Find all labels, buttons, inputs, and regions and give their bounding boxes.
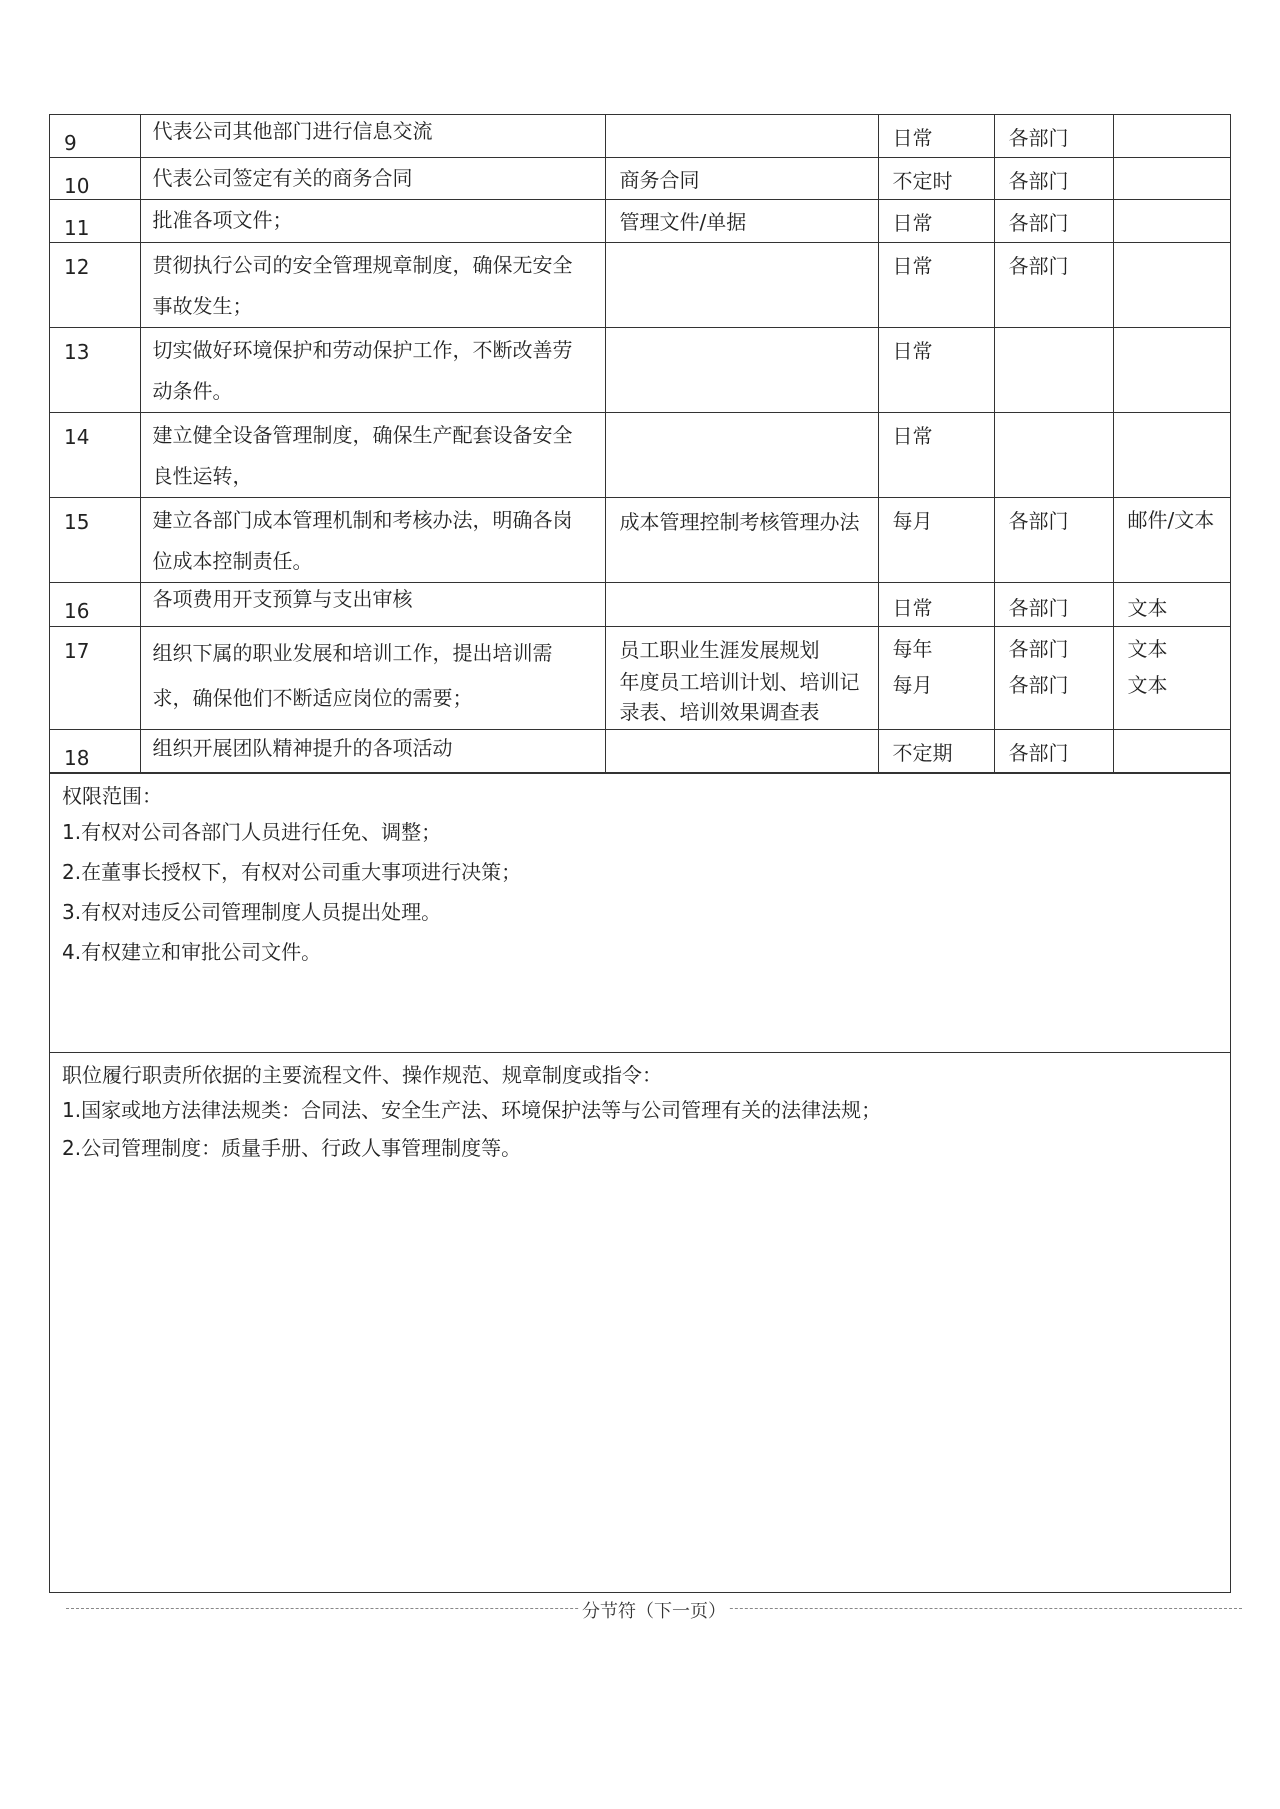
authority-item: 4.有权建立和审批公司文件。 <box>62 939 322 964</box>
document-line: 年度员工培训计划、培训记录表、培训效果调查表 <box>619 669 860 724</box>
department-cell: 各部门 <box>994 115 1113 157</box>
section-break <box>66 1597 1242 1621</box>
document-cell <box>605 115 878 157</box>
authority-item: 1.有权对公司各部门人员进行任免、调整； <box>62 819 442 844</box>
document-cell <box>605 626 878 729</box>
frequency-cell: 每月 <box>878 497 994 582</box>
table-row <box>50 497 1230 582</box>
document-cell <box>605 327 878 412</box>
row-number: 11 <box>50 199 140 242</box>
form-cell <box>1113 199 1230 242</box>
department-line: 各部门 <box>1008 672 1069 697</box>
authority-section <box>50 773 1230 1052</box>
frequency-line: 每年 <box>892 636 933 661</box>
document-line: 员工职业生涯发展规划 <box>619 637 820 662</box>
document-cell <box>605 582 878 626</box>
frequency-cell: 日常 <box>878 327 994 412</box>
row-number: 14 <box>50 412 140 497</box>
task-cell: 各项费用开支预算与支出审核 <box>140 582 605 626</box>
table-row <box>50 199 1230 242</box>
task-cell: 建立各部门成本管理机制和考核办法，明确各岗位成本控制责任。 <box>140 497 605 582</box>
table-row <box>50 115 1230 157</box>
department-cell: 各部门 <box>994 497 1113 582</box>
row-number: 18 <box>50 729 140 772</box>
job-description-document <box>49 114 1231 1593</box>
document-cell <box>605 412 878 497</box>
department-cell <box>994 626 1113 729</box>
task-cell: 切实做好环境保护和劳动保护工作，不断改善劳动条件。 <box>140 327 605 412</box>
form-cell <box>1113 412 1230 497</box>
document-cell: 商务合同 <box>605 157 878 199</box>
basis-section <box>50 1052 1230 1597</box>
frequency-cell: 日常 <box>878 412 994 497</box>
table-row <box>50 242 1230 327</box>
department-cell: 各部门 <box>994 157 1113 199</box>
basis-heading: 职位履行职责所依据的主要流程文件、操作规范、规章制度或指令： <box>62 1062 662 1087</box>
department-cell: 各部门 <box>994 582 1113 626</box>
table-row <box>50 157 1230 199</box>
form-cell <box>1113 242 1230 327</box>
basis-item: 2.公司管理制度：质量手册、行政人事管理制度等。 <box>62 1135 522 1160</box>
department-cell: 各部门 <box>994 729 1113 772</box>
task-cell: 代表公司签定有关的商务合同 <box>140 157 605 199</box>
form-cell <box>1113 729 1230 772</box>
form-line: 文本 <box>1127 636 1168 661</box>
frequency-cell: 日常 <box>878 115 994 157</box>
task-cell: 组织下属的职业发展和培训工作，提出培训需求，确保他们不断适应岗位的需要； <box>140 626 605 729</box>
row-number: 17 <box>50 626 140 729</box>
form-cell <box>1113 327 1230 412</box>
row-number: 10 <box>50 157 140 199</box>
form-cell <box>1113 157 1230 199</box>
table-row <box>50 327 1230 412</box>
authority-item: 2.在董事长授权下，有权对公司重大事项进行决策； <box>62 859 522 884</box>
form-cell <box>1113 115 1230 157</box>
department-cell <box>994 412 1113 497</box>
department-cell: 各部门 <box>994 242 1113 327</box>
task-cell: 建立健全设备管理制度，确保生产配套设备安全良性运转， <box>140 412 605 497</box>
row-number: 9 <box>50 115 140 157</box>
document-cell: 成本管理控制考核管理办法 <box>605 497 878 582</box>
duty-table <box>50 115 1230 773</box>
table-row <box>50 582 1230 626</box>
department-line: 各部门 <box>1008 636 1069 661</box>
task-cell: 组织开展团队精神提升的各项活动 <box>140 729 605 772</box>
row-number: 16 <box>50 582 140 626</box>
department-cell <box>994 327 1113 412</box>
authority-item: 3.有权对违反公司管理制度人员提出处理。 <box>62 899 442 924</box>
form-cell <box>1113 626 1230 729</box>
document-cell <box>605 242 878 327</box>
table-row <box>50 626 1230 729</box>
frequency-cell: 日常 <box>878 199 994 242</box>
task-cell: 批准各项文件； <box>140 199 605 242</box>
frequency-cell: 日常 <box>878 242 994 327</box>
frequency-cell <box>878 626 994 729</box>
form-line: 文本 <box>1127 672 1168 697</box>
section-break-label: 分节符（下一页） <box>582 1601 726 1622</box>
authority-heading: 权限范围： <box>62 783 162 808</box>
frequency-line: 每月 <box>892 672 933 697</box>
task-cell: 贯彻执行公司的安全管理规章制度，确保无安全事故发生； <box>140 242 605 327</box>
form-cell: 文本 <box>1113 582 1230 626</box>
document-cell: 管理文件/单据 <box>605 199 878 242</box>
frequency-cell: 不定期 <box>878 729 994 772</box>
basis-item: 1.国家或地方法律法规类：合同法、安全生产法、环境保护法等与公司管理有关的法律法规； <box>62 1097 882 1122</box>
row-number: 15 <box>50 497 140 582</box>
row-number: 12 <box>50 242 140 327</box>
document-cell <box>605 729 878 772</box>
table-row <box>50 729 1230 772</box>
row-number: 13 <box>50 327 140 412</box>
frequency-cell: 日常 <box>878 582 994 626</box>
form-cell: 邮件/文本 <box>1113 497 1230 582</box>
table-row <box>50 412 1230 497</box>
task-cell: 代表公司其他部门进行信息交流 <box>140 115 605 157</box>
department-cell: 各部门 <box>994 199 1113 242</box>
frequency-cell: 不定时 <box>878 157 994 199</box>
